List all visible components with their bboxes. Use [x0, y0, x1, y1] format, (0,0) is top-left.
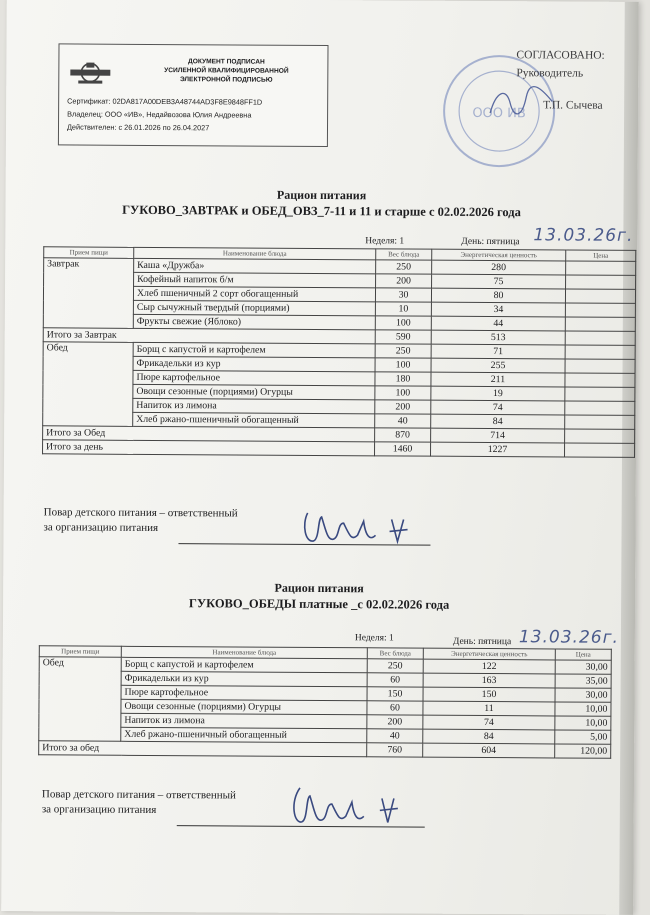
footer-line: Повар детского питания – ответственный	[43, 506, 238, 520]
section1-week: Неделя: 1	[365, 236, 405, 247]
day-total-row	[43, 440, 635, 458]
dish-price	[565, 373, 635, 387]
column-header: Вес блюда	[376, 249, 432, 260]
total-label: Итого за день	[43, 440, 375, 456]
dish-weight: 200	[375, 400, 431, 414]
certificate-validity: Действителен: с 26.01.2026 по 26.04.2027	[66, 122, 210, 133]
meal-cell: Обед	[43, 342, 134, 427]
approval-title: СОГЛАСОВАНО:	[516, 49, 605, 62]
total-price	[565, 331, 635, 345]
dish-price: 10,00	[555, 716, 611, 730]
dish-name: Фрикадельки из кур	[133, 356, 375, 371]
dish-name: Овощи сезонные (порциями) Огурцы	[121, 699, 367, 715]
cook-signature-icon	[286, 782, 416, 831]
column-header: Прием пищи	[39, 646, 121, 658]
dish-weight: 10	[375, 302, 431, 316]
column-header: Энергетическая ценность	[432, 249, 566, 261]
dish-name: Хлеб пшеничный 2 сорт обогащенный	[133, 286, 375, 301]
dish-name: Кофейный напиток б/м	[134, 272, 376, 287]
dish-energy: 44	[431, 316, 565, 331]
dish-name: Пюре картофельное	[133, 370, 375, 385]
dish-price	[565, 401, 635, 415]
dish-name: Борщ с капустой и картофелем	[121, 657, 367, 673]
section2-menu-table	[38, 645, 612, 758]
dish-name: Овощи сезонные (порциями) Огурцы	[133, 384, 375, 399]
dish-name: Борщ с капустой и картофелем	[133, 342, 375, 357]
section1-footer	[44, 505, 238, 536]
column-header: Наименование блюда	[134, 247, 376, 259]
dish-price	[565, 303, 635, 317]
e-signature-title-line: ДОКУМЕНТ ПОДПИСАН	[188, 58, 265, 66]
dish-energy: 19	[431, 386, 565, 401]
document-page	[1, 0, 639, 915]
dish-weight: 60	[367, 701, 423, 715]
dish-name: Пюре картофельное	[121, 685, 367, 701]
page-edge	[619, 2, 639, 915]
e-signature-box	[58, 43, 329, 147]
total-label: Итого за Обед	[43, 426, 375, 442]
dish-name: Сыр сычужный твердый (порциями)	[133, 300, 375, 315]
dish-energy: 84	[423, 729, 555, 744]
total-weight: 590	[375, 330, 431, 344]
approval-signature-icon	[486, 83, 556, 121]
certificate-owner: Владелец: ООО «ИВ», Недайвозова Юлия Андреевна	[67, 109, 252, 120]
column-header: Энергетическая ценность	[423, 648, 555, 660]
e-signature-title-line: ЭЛЕКТРОННОЙ ПОДПИСЬЮ	[179, 76, 273, 84]
dish-weight: 250	[375, 344, 431, 358]
dish-energy: 280	[432, 260, 566, 275]
dish-weight: 200	[367, 715, 423, 729]
footer-line: за организацию питания	[41, 803, 157, 817]
dish-price: 5,00	[555, 730, 611, 744]
dish-name: Хлеб ржано-пшеничный обогащенный	[121, 727, 367, 743]
section1-title: Рацион питания	[276, 187, 367, 203]
section1-handwritten-date: 13.03.26г.	[533, 225, 634, 246]
dish-name: Фрикадельки из кур	[121, 671, 367, 687]
dish-weight: 200	[376, 274, 432, 288]
emblem-icon	[69, 60, 111, 88]
dish-energy: 71	[431, 344, 565, 359]
dish-weight: 250	[376, 260, 432, 274]
dish-name: Напиток из лимона	[133, 398, 375, 413]
section2-week: Неделя: 1	[354, 633, 394, 644]
total-energy: 1227	[431, 442, 565, 457]
dish-weight: 40	[375, 414, 431, 428]
dish-price	[565, 317, 635, 331]
dish-weight: 180	[375, 372, 431, 386]
section1-day: День: пятница	[461, 236, 520, 248]
dish-weight: 100	[375, 358, 431, 372]
dish-energy: 74	[431, 400, 565, 415]
column-header: Наименование блюда	[121, 646, 367, 659]
stamp-text: ООО ИВ	[472, 105, 526, 122]
total-energy: 714	[431, 428, 565, 443]
total-weight: 870	[375, 428, 431, 442]
dish-name: Фрукты свежие (Яблоко)	[133, 314, 375, 329]
total-row	[39, 741, 611, 758]
footer-line: Повар детского питания – ответственный	[41, 788, 236, 802]
dish-energy: 74	[423, 715, 555, 730]
dish-price	[565, 345, 635, 359]
certificate-number: Сертификат: 02DA817A00DEB3A48744AD3F8E9848FF1D	[67, 96, 263, 107]
meal-cell: Завтрак	[43, 258, 133, 329]
total-price	[565, 443, 635, 457]
dish-price	[565, 359, 635, 373]
dish-price	[565, 387, 635, 401]
dish-energy: 34	[431, 302, 565, 317]
cook-signature-icon	[299, 505, 419, 550]
dish-weight: 30	[375, 288, 431, 302]
dish-weight: 250	[367, 659, 423, 673]
dish-energy: 255	[431, 358, 565, 373]
total-weight: 760	[367, 743, 423, 757]
dish-price	[565, 415, 635, 429]
section1-subtitle: ГУКОВО_ЗАВТРАК и ОБЕД_ОВЗ_7-11 и 11 и старше с 02.02.2026 года	[122, 202, 521, 220]
dish-weight: 100	[375, 316, 431, 330]
total-energy: 513	[431, 330, 565, 345]
approval-role: Руководитель	[516, 67, 584, 80]
dish-energy: 211	[431, 372, 565, 387]
dish-weight: 100	[375, 386, 431, 400]
dish-energy: 122	[423, 659, 555, 674]
column-header: Цена	[566, 250, 636, 261]
dish-energy: 84	[431, 414, 565, 429]
dish-name: Напиток из лимона	[121, 713, 367, 729]
total-energy: 604	[423, 743, 555, 758]
total-price	[565, 429, 635, 443]
dish-price	[566, 275, 636, 289]
total-price: 120,00	[555, 744, 611, 758]
dish-name: Каша «Дружба»	[134, 258, 376, 273]
e-signature-title	[133, 57, 319, 85]
dish-energy: 11	[423, 701, 555, 716]
approval-name: Т.П. Сычева	[543, 99, 603, 112]
dish-price	[566, 261, 636, 275]
section2-footer	[42, 787, 236, 818]
dish-energy: 163	[423, 673, 555, 688]
section2-subtitle: ГУКОВО_ОБЕДЫ платные _с 02.02.2026 года	[188, 596, 450, 612]
total-label: Итого за Завтрак	[43, 328, 375, 344]
dish-price: 30,00	[555, 688, 611, 702]
dish-name: Хлеб ржано-пшеничный обогащенный	[133, 412, 375, 427]
column-header: Прием пищи	[44, 247, 134, 259]
dish-price	[565, 289, 635, 303]
e-signature-title-line: УСИЛЕННОЙ КВАЛИФИЦИРОВАННОЙ	[164, 67, 289, 75]
dish-price: 10,00	[555, 702, 611, 716]
dish-weight: 60	[367, 673, 423, 687]
meal-cell: Обед	[39, 657, 122, 741]
dish-weight: 150	[367, 687, 423, 701]
footer-line: за организацию питания	[43, 521, 159, 535]
section1-menu-table	[42, 246, 636, 458]
section2-day: День: пятница	[452, 636, 512, 648]
dish-weight: 40	[367, 729, 423, 743]
total-weight: 1460	[375, 442, 431, 456]
dish-price: 35,00	[555, 674, 611, 688]
dish-energy: 150	[423, 687, 555, 702]
dish-energy: 80	[431, 288, 565, 303]
column-header: Вес блюда	[367, 648, 423, 659]
dish-price: 30,00	[555, 660, 611, 674]
dish-energy: 75	[432, 274, 566, 289]
total-label: Итого за обед	[39, 741, 367, 757]
section2-title: Рацион питания	[274, 580, 364, 596]
section2-handwritten-date: 13.03.26г.	[518, 627, 620, 648]
column-header: Цена	[555, 649, 611, 660]
